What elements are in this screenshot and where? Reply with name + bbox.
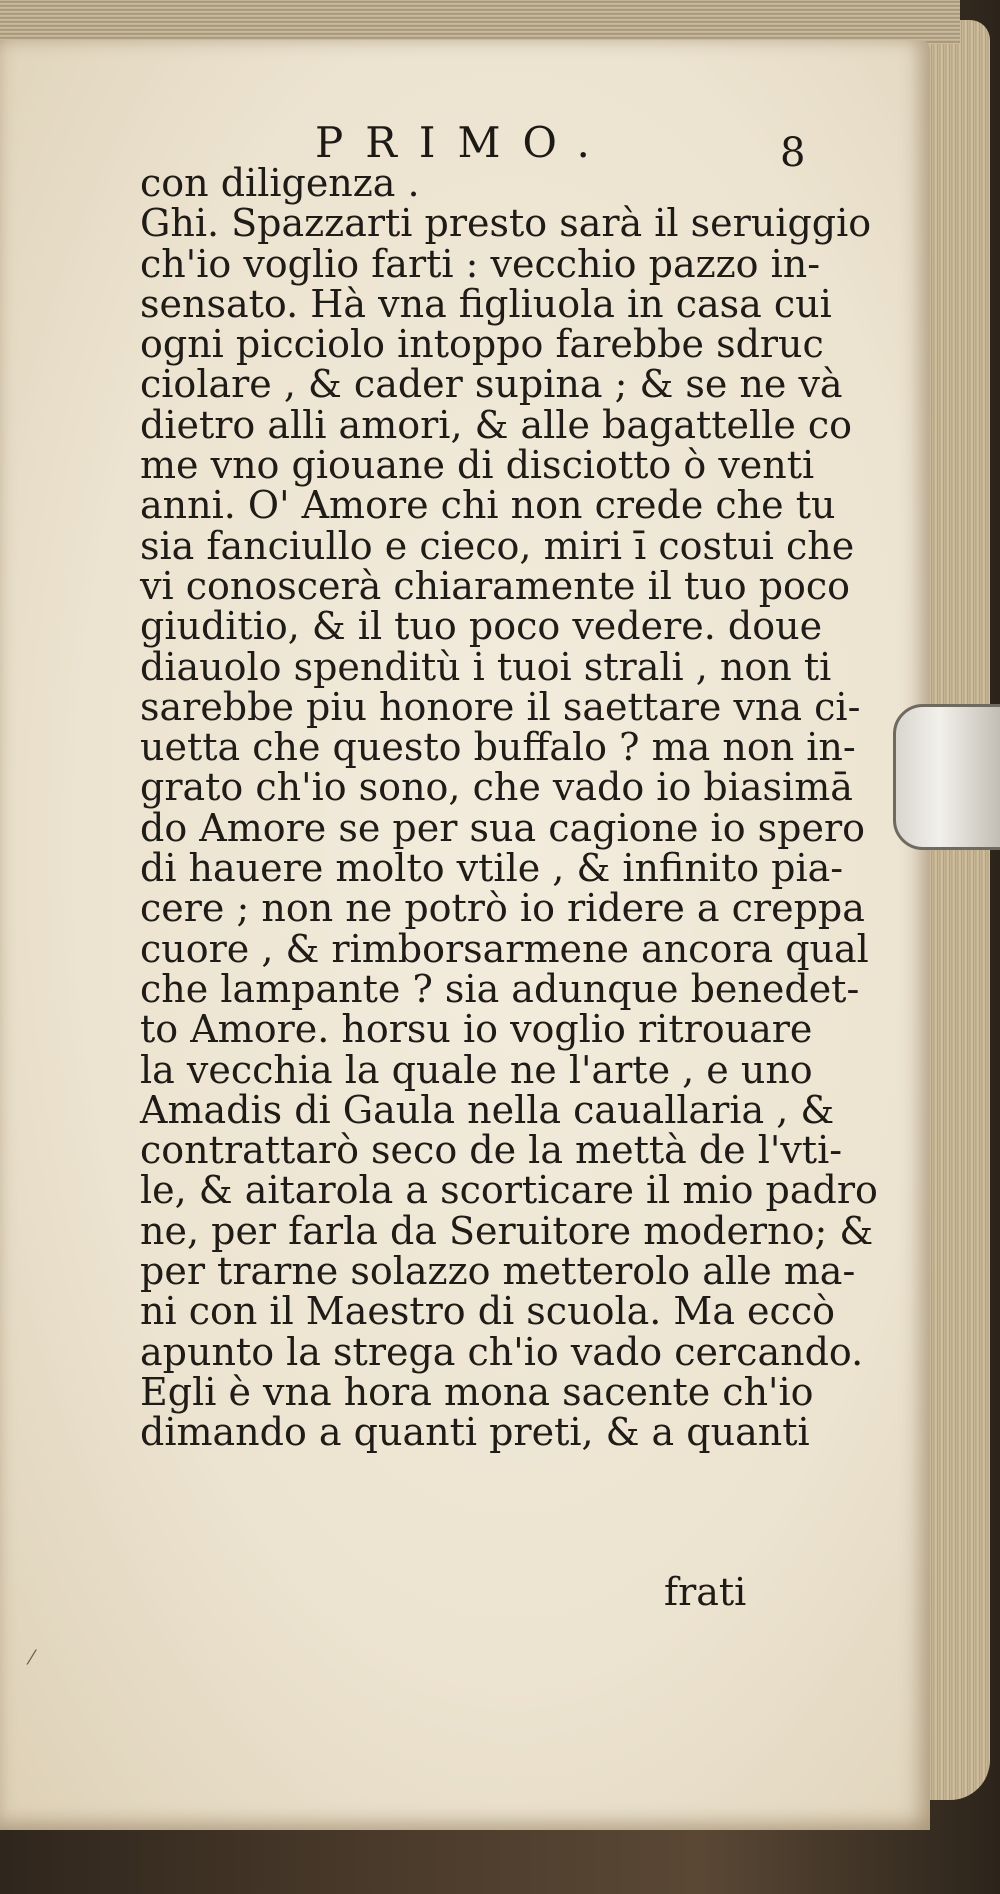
text-line: sarebbe piu honore il saettare vna ci- bbox=[140, 684, 861, 729]
page-edges bbox=[920, 20, 990, 1800]
running-head: PRIMO. bbox=[315, 118, 612, 167]
text-line: contrattarò seco de la mettà de l'vti- bbox=[140, 1128, 843, 1173]
text-line: ch'io voglio farti : vecchio pazzo in- bbox=[140, 241, 821, 286]
text-line: sia fanciullo e cieco, miri ī costui che bbox=[140, 523, 855, 568]
text-line: sensato. Hà vna figliuola in casa cui bbox=[140, 281, 832, 326]
text-line: dimando a quanti preti, & a quanti bbox=[140, 1410, 810, 1455]
text-line: ni con il Maestro di scuola. Ma eccò bbox=[140, 1289, 835, 1334]
text-line: cuore , & rimborsarmene ancora qual bbox=[140, 926, 869, 971]
text-line: Amadis di Gaula nella cauallaria , & bbox=[140, 1087, 835, 1132]
text-line: ne, per farla da Seruitore moderno; & bbox=[140, 1208, 874, 1253]
text-line: me vno giouane di disciotto ò venti bbox=[140, 443, 815, 488]
text-line: con diligenza . bbox=[140, 161, 420, 205]
text-line: uetta che questo buffalo ? ma non in- bbox=[140, 725, 856, 770]
text-line: ciolare , & cader supina ; & se ne và bbox=[140, 362, 843, 407]
text-line: vi conoscerà chiaramente il tuo poco bbox=[140, 563, 851, 608]
text-line: to Amore. horsu io voglio ritrouare bbox=[140, 1007, 813, 1052]
text-line: le, & aitarola a scorticare il mio padro bbox=[140, 1168, 878, 1213]
text-line: cere ; non ne potrò io ridere a creppa bbox=[140, 886, 865, 931]
text-line: Ghi. Spazzarti presto sarà il seruiggio bbox=[140, 201, 872, 246]
text-line: la vecchia la quale ne l'arte , e uno bbox=[140, 1047, 813, 1092]
body-text bbox=[140, 161, 878, 1455]
page-number: 8 bbox=[780, 130, 806, 176]
text-line: giuditio, & il tuo poco vedere. doue bbox=[140, 604, 823, 649]
catchword: frati bbox=[664, 1570, 747, 1614]
text-line: Egli è vna hora mona sacente ch'io bbox=[140, 1369, 814, 1414]
text-line: ogni picciolo intoppo farebbe sdruc bbox=[140, 322, 824, 367]
text-line: apunto la strega ch'io vado cercando. bbox=[140, 1329, 864, 1374]
margin-mark: ⁄ bbox=[30, 1645, 34, 1669]
text-line: di hauere molto vtile , & infinito pia- bbox=[140, 846, 844, 891]
text-line: do Amore se per sua cagione io spero bbox=[140, 805, 866, 850]
text-line: per trarne solazzo metterolo alle ma- bbox=[140, 1249, 856, 1294]
metal-clasp bbox=[893, 704, 1000, 850]
text-line: anni. O' Amore chi non crede che tu bbox=[140, 483, 836, 528]
text-line: che lampante ? sia adunque benedet- bbox=[140, 966, 860, 1011]
text-line: grato ch'io sono, che vado io biasimā bbox=[140, 765, 853, 810]
top-page-edges bbox=[0, 0, 960, 44]
text-line: dietro alli amori, & alle bagattelle co bbox=[140, 402, 853, 447]
text-line: diauolo spenditù i tuoi strali , non ti bbox=[140, 644, 832, 689]
